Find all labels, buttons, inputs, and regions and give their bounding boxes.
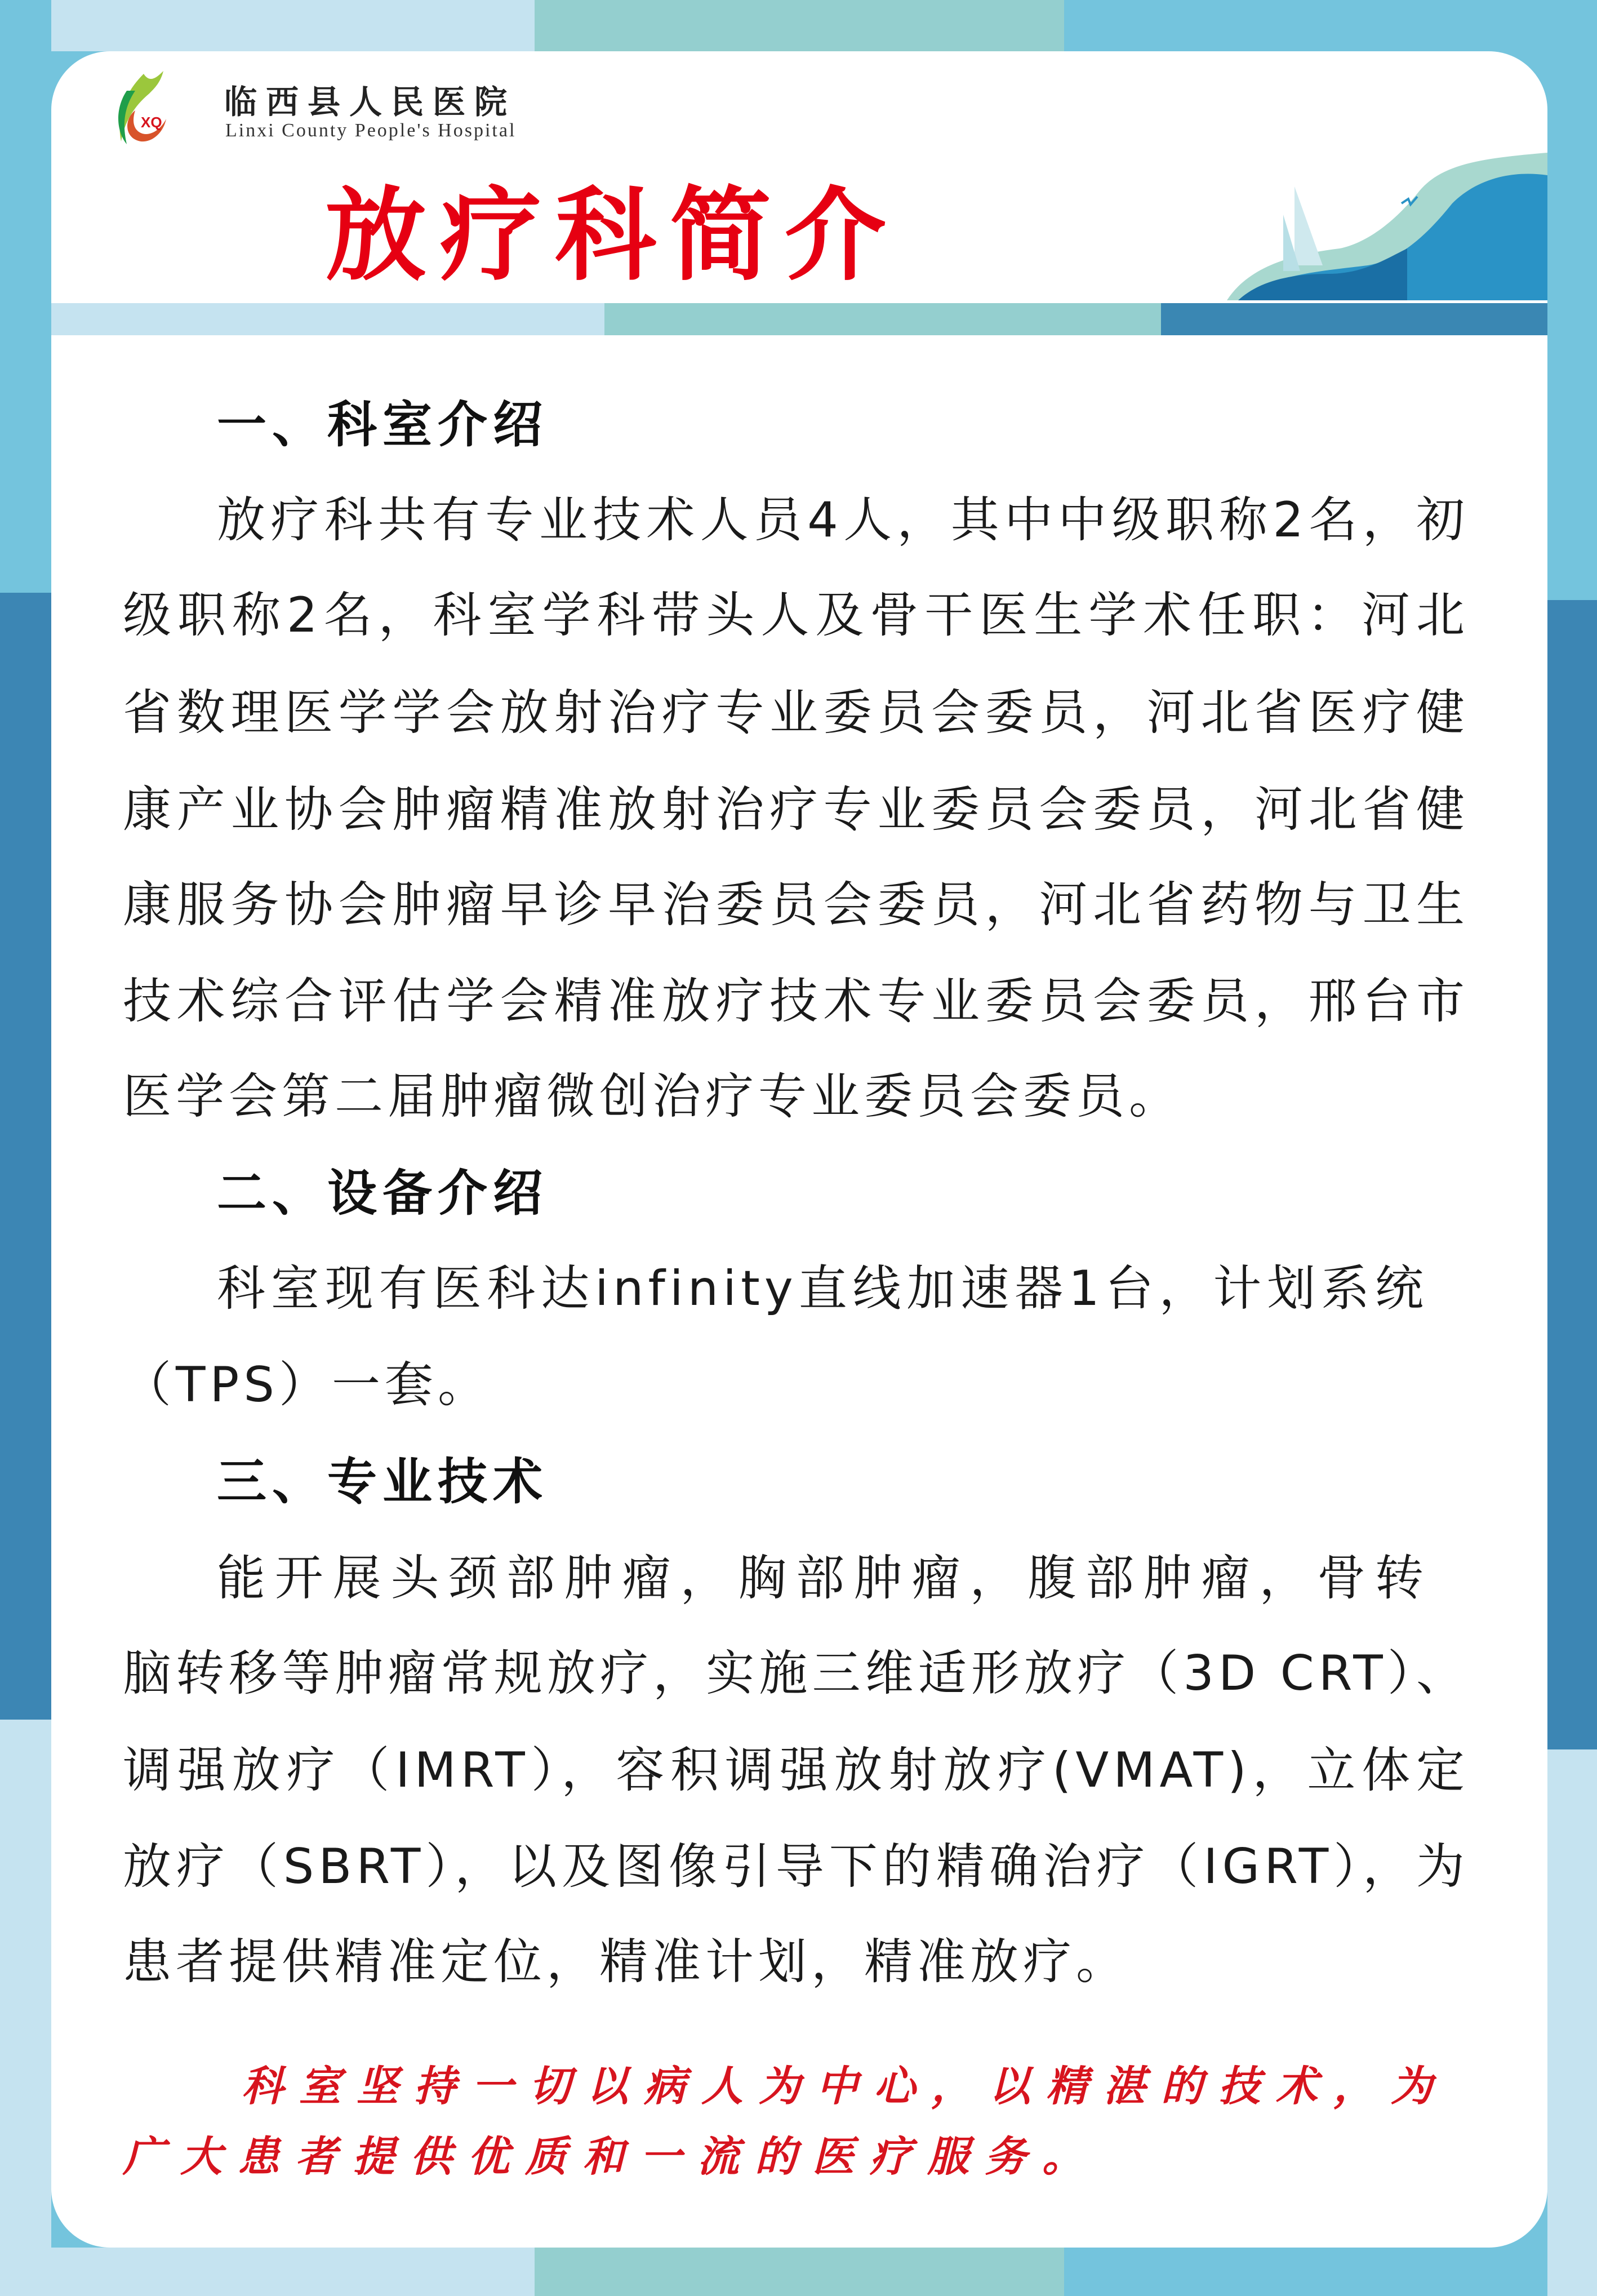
body-line: 放疗科共有专业技术人员4人，其中中级职称2名，初 <box>217 492 1469 548</box>
section-heading-intro: 一、科室介绍 <box>217 396 549 454</box>
hospital-logo-icon <box>110 68 183 147</box>
body-line: 康产业协会肿瘤精准放射治疗专业委员会委员，河北省健 <box>123 781 1469 838</box>
body-line: 调强放疗（IMRT），容积调强放射放疗(VMAT)，立体定 <box>123 1742 1469 1798</box>
motto-line-2: 广大患者提供优质和一流的医疗服务。 <box>123 2133 1100 2181</box>
body-line: 康服务协会肿瘤早诊早治委员会委员，河北省药物与卫生 <box>123 877 1469 933</box>
section-heading-techniques: 三、专业技术 <box>217 1453 549 1511</box>
motto-line-1: 科室坚持一切以病人为中心，以精湛的技术，为 <box>242 2062 1448 2111</box>
body-line: 省数理医学学会放射治疗专业委员会委员，河北省医疗健 <box>123 685 1469 741</box>
bg-top-band-1 <box>51 0 535 51</box>
body-line: 患者提供精准定位，精准计划，精准放疗。 <box>123 1934 1129 1990</box>
content-card <box>51 51 1547 2248</box>
body-line: 科室现有医科达infinity直线加速器1台，计划系统 <box>217 1260 1428 1317</box>
header-stripe-1 <box>51 303 604 335</box>
bg-left-light <box>0 1720 51 2296</box>
bg-left-dark <box>0 593 51 1720</box>
hospital-name-en: Linxi County People's Hospital <box>225 120 517 141</box>
body-line: 放疗（SBRT），以及图像引导下的精确治疗（IGRT），为 <box>123 1838 1469 1895</box>
body-line: 能开展头颈部肿瘤，胸部肿瘤，腹部肿瘤，骨转 <box>217 1550 1428 1606</box>
body-line: 脑转移等肿瘤常规放疗，实施三维适形放疗（3D CRT）、 <box>123 1645 1469 1702</box>
page-title: 放疗科简介 <box>325 177 900 295</box>
section-heading-equipment: 二、设备介绍 <box>217 1164 549 1222</box>
body-line: 医学会第二届肿瘤微创治疗专业委员会委员。 <box>123 1068 1182 1125</box>
bg-top-band-2 <box>535 0 1064 51</box>
header-stripe-2 <box>604 303 1161 335</box>
svg-text:XQ: XQ <box>141 114 162 131</box>
hospital-name-cn: 临西县人民医院 <box>224 83 517 121</box>
body-line: 级职称2名，科室学科带头人及骨干医生学术任职：河北 <box>123 587 1469 643</box>
body-line: （TPS）一套。 <box>123 1357 491 1413</box>
bg-bottom-band-1 <box>51 2248 535 2296</box>
header-stripe-3 <box>1161 303 1547 335</box>
bg-right-light <box>1547 1749 1597 2296</box>
bg-right-dark <box>1547 600 1597 1749</box>
sailboat-wave-decoration <box>1227 153 1547 305</box>
bg-bottom-band-2 <box>535 2248 1064 2296</box>
body-line: 技术综合评估学会精准放疗技术专业委员会委员，邢台市 <box>123 973 1469 1029</box>
